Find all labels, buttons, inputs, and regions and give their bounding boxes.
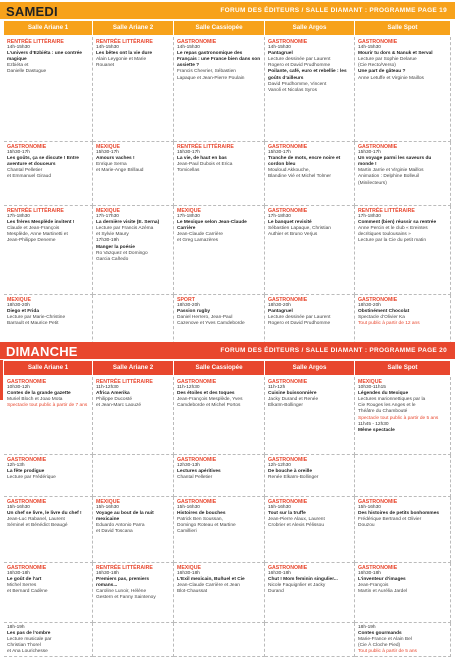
event-category: GASTRONOMIE [268,457,308,463]
event-speakers: Lecture par Sophie Delarue (Cie Recto/Verso) [358,57,417,69]
event-speakers-2: Anne Letuffe et Virginie Maillos [358,75,424,81]
event-speakers: Francis Chevrier, Sébastien Lapaque et Jean-Pierre Poulain [177,69,245,81]
event-time: 10h30-11h15 [358,385,386,391]
event-title-2: Une part de gâteau ? [358,69,406,75]
event-category: RENTRÉE LITTÉRAIRE [7,208,64,214]
event-cell [93,142,174,206]
event-category: GASTRONOMIE [358,565,398,571]
event-category: GASTRONOMIE [358,499,398,505]
event-note: Tout public à partir de 5 ans [358,649,417,655]
event-time: 12h30-13h [177,463,200,469]
event-title: Un voyage parmi les saveurs du monde ! [358,156,432,168]
event-category: GASTRONOMIE [268,39,308,45]
event-cell [355,563,451,623]
event-category: MEXIQUE [358,379,382,385]
event-title: Un chef se livre, le livre du chef ! [7,511,82,517]
event-title: Les goûts, ça se discute ! Entre aventure et douceurs [7,156,79,168]
event-speakers: Frédérique Bertrand et Olivier Douzou [358,517,422,529]
event-title-2: Même spectacle [358,427,395,433]
event-category: GASTRONOMIE [7,379,47,385]
event-title: La dernière visite (E. Serna) [96,220,160,226]
event-speakers: Jean-Pierre Alaux, Laurent Crobrier et Alexis Pélissou [268,517,325,529]
event-cell [4,563,93,623]
event-cell [4,37,93,142]
event-cell [265,455,355,497]
event-speakers: Lecture par Marie-Christine Barrault et Maurice Petit [7,315,66,327]
event-cell [265,563,355,623]
event-time: 14h-15h30 [358,45,381,51]
event-title: Histoires de bouches [177,511,226,517]
event-time: 11h-12h [268,385,286,391]
event-speakers: Chantal Pelletier [177,475,213,481]
column-header-1: Salle Ariane 1 [4,361,92,375]
event-speakers: Jean-Luc Rabanel, Laurent Séminel et Bénédict Beaugé [7,517,68,529]
event-time-2: 11h45 - 12h30 [358,421,389,427]
event-category: GASTRONOMIE [268,379,308,385]
event-speakers-2: David Prudhomme, Vincent Vanoli et Nicolas Syros [268,81,327,93]
event-cell [4,142,93,206]
event-time: 15h30-17h [7,150,30,156]
event-time: 15h-16h30 [7,505,30,511]
event-title: Des étoiles et des toques [177,391,235,397]
event-cell [265,37,355,142]
event-time: 15h30-17h [96,150,119,156]
event-cell [4,497,93,563]
event-category: GASTRONOMIE [7,565,47,571]
event-title: Légendes du Mexique [358,391,409,397]
event-category: GASTRONOMIE [268,208,308,214]
event-time: 15h30-17h [358,150,381,156]
event-time: 10h30-12h [7,385,30,391]
event-note: Spectacle tout public à partir de 5 ans [358,415,439,421]
event-speakers: Marie-France et Alain Bel (Cie À Cloche Pied) [358,637,412,649]
event-speakers: Anne Percin et le club « Ereintes decritiques toulousains » Lecture par la Cie du petit matin [358,226,428,244]
event-category: GASTRONOMIE [358,39,398,45]
event-time: 17h-18h30 [177,214,200,220]
event-speakers: Ezbiéta et Danielle Dastugue [7,63,47,75]
event-category: GASTRONOMIE [358,297,398,303]
event-speakers: Jean-Claude Carrière et Greg Lamazères [177,232,223,244]
event-note: Tout public à partir de 12 ans [358,321,420,327]
event-title: L’Exil mexicain, Buñuel et Cie [177,577,245,583]
event-category: RENTRÉE LITTÉRAIRE [7,39,64,45]
event-category: GASTRONOMIE [7,457,47,463]
event-speakers: Philippe Ducosté et Jean-Marc Laouzé [96,397,142,409]
event-time: 14h-15h30 [177,45,200,51]
event-cell [355,455,451,497]
event-speakers: Lectures marionnettiques par la Cie Rouges les Anges et le Théâtre du Chambouté [358,397,426,415]
event-category: GASTRONOMIE [7,499,47,505]
event-speakers: Jean-Paul Dubois et Erica Tomicellas [177,162,233,174]
event-category: MEXIQUE [177,565,201,571]
event-cell [4,206,93,295]
event-cell [355,37,451,142]
event-speakers: Jean-Claude Carrière et Jean Blot-Chaussat [177,583,240,595]
event-cell [265,623,355,657]
dimanche-day-title: DIMANCHE [6,344,78,359]
event-speakers: Claude et Jean-François Mesplède, Anne Martinetti et Jean-Philippe Deneme [7,226,68,244]
event-speakers: Renée Elkaïm-Bollinger [268,475,319,481]
event-time: 16h30-18h [177,571,200,577]
dimanche-schedule-grid [4,377,451,655]
event-title-2: Manger la poésie [96,244,135,250]
event-time: 15h-16h30 [96,505,119,511]
column-header-5: Salle Spot [355,21,450,35]
event-title: Premiers pas, premiers romans... [96,577,150,589]
event-title: Contes de la grande gazette [7,391,71,397]
event-title: Cuisine buissonnière [268,391,317,397]
event-speakers: Caroline Lunoir, Hélène Gestern et Fanny Saintenoy [96,589,156,601]
event-title: Comment (bien) réussir sa rentrée [358,220,437,226]
event-category: GASTRONOMIE [177,499,217,505]
event-cell [4,377,93,455]
event-category: MEXIQUE [96,499,120,505]
event-speakers: Muriel Bloch et Joao Mota [7,397,63,403]
event-cell [93,455,174,497]
event-cell [4,623,93,657]
event-title: Le Mexique selon Jean-Claude Carrière [177,220,247,232]
event-speakers: Lecture dessinée par Laurent Rogero et David Prudhomme [268,315,331,327]
event-title: La vie, de haut en bas [177,156,227,162]
side-red-marker [0,360,3,400]
event-category: RENTRÉE LITTÉRAIRE [96,565,153,571]
event-speakers: Patrick Ben Soussan, Domingo Roteau et Martine Camillieri [177,517,236,535]
event-title-2: Poilante, café, euro et rebellie : les goûts d’ailleurs [268,69,347,81]
event-category: RENTRÉE LITTÉRAIRE [358,208,415,214]
event-category: MEXIQUE [7,297,31,303]
event-time: 11h-12h30 [96,385,119,391]
event-time: 18h30-20h [7,303,30,309]
samedi-forum-banner: FORUM DES ÉDITEURS / SALLE DIAMANT : PROGRAMME PAGE 19 [220,7,447,14]
event-category: RENTRÉE LITTÉRAIRE [96,39,153,45]
event-time: 11h-12h30 [177,385,200,391]
event-cell [355,497,451,563]
event-title: Tranche de mots, encre noire et cordon bleu [268,156,341,168]
event-speakers: Alain Leygonie et Marie Rouanet [96,57,147,69]
event-title: Obstinément Chocolat [358,309,410,315]
event-speakers: Michel Serres et Bernard Cadène [7,583,48,595]
event-category: MEXIQUE [96,144,120,150]
event-time: 17h-18h30 [268,214,291,220]
event-category: GASTRONOMIE [177,39,217,45]
event-time: 18h30-20h [268,303,291,309]
event-cell [174,377,265,455]
event-time: 17h-17h30 [96,214,119,220]
event-cell [265,142,355,206]
event-time: 15h-16h30 [268,505,291,511]
event-speakers: Jean-François Martin et Aurélia Jardel [358,583,408,595]
event-time: 15h-16h30 [358,505,381,511]
event-speakers: Lecture dessinée par Laurent Rogero et David Prudhomme [268,57,331,69]
event-title: Pantagruel [268,309,293,315]
event-cell [93,563,174,623]
event-time-2: 17h30-19h [96,238,119,244]
event-title: Le banquet revisité [268,220,312,226]
event-time: 17h-18h30 [7,214,30,220]
event-category: GASTRONOMIE [268,499,308,505]
event-time: 14h-15h30 [96,45,119,51]
event-speakers: Daniel Herrero, Jean-Paul Cazenove et Yves Camdeborde [177,315,245,327]
event-title: Amours vaches ! [96,156,135,162]
event-speakers: Martin Jarrie et Virginie Maillos Animation : Delphine Bolleuil (Minilecteurs) [358,168,424,186]
event-title: Diego et Frida [7,309,39,315]
event-time: 17h-18h30 [358,214,381,220]
event-speakers: Jacky Durand et Renée Elkaïm-Bollinger [268,397,319,409]
event-cell [355,142,451,206]
event-time: 18h30-20h [177,303,200,309]
event-cell [93,377,174,455]
dimanche-forum-banner: FORUM DES ÉDITEURS / SALLE DIAMANT : PROGRAMME PAGE 20 [220,347,447,354]
event-cell [265,497,355,563]
event-title: Mourir tu dors & Nanuk et Serval [358,51,433,57]
event-title: Les bêtes ont la vie dure [96,51,152,57]
event-speakers: Sébastien Lapaque, Christian Authier et Bruno Verjus [268,226,331,238]
event-category: GASTRONOMIE [268,144,308,150]
event-speakers: Chantal Pelletier et Emmanuel Giraud [7,168,51,180]
event-cell [265,206,355,295]
event-cell [355,206,451,295]
event-time: 12h-12h30 [268,463,291,469]
event-time: 15h30-17h [268,150,291,156]
event-cell [93,623,174,657]
event-cell [355,377,451,455]
event-speakers: Mouloud Akkouche, Blandine Vié et Michel Tolmer [268,168,332,180]
event-title: De bouche à oreille [268,469,312,475]
event-title: Le goût de l’art [7,577,42,583]
event-category: GASTRONOMIE [177,457,217,463]
event-speakers: Enrique Serna et Marie-Ange Brillaud [96,162,144,174]
event-time: 18h-19h [358,625,376,630]
event-cell [265,377,355,455]
event-time: 14h-15h30 [7,45,30,51]
column-header-3: Salle Cassiopée [174,361,264,375]
event-time: 18h-19h [7,625,25,630]
event-category: MEXIQUE [96,208,120,214]
event-cell [174,497,265,563]
event-category: GASTRONOMIE [7,144,47,150]
event-speakers: Spectacle d’Olivier Ka [358,315,405,321]
event-category: GASTRONOMIE [268,297,308,303]
event-time: 16h30-18h [358,571,381,577]
event-time: 15h-16h30 [177,505,200,511]
event-title: Tout sur la truffe [268,511,306,517]
event-speakers: Lecture par Frédérique [7,475,56,481]
column-header-2: Salle Ariane 2 [93,21,173,35]
event-speakers: Lecture par Francis Azéma et Sylvie Maury [96,226,154,238]
event-cell [93,206,174,295]
event-title: Chut ! Mom feminin singulier... [268,577,338,583]
event-category: SPORT [177,297,195,303]
event-cell [174,455,265,497]
event-title: Les pas de l’ombre [7,631,51,637]
column-header-2: Salle Ariane 2 [93,361,173,375]
event-category: GASTRONOMIE [268,565,308,571]
event-cell [93,497,174,563]
event-speakers: Nicole Faquignlier et Jacky Durand [268,583,326,595]
event-category: GASTRONOMIE [177,379,217,385]
event-cell [174,206,265,295]
event-title: Lectures apéritives [177,469,221,475]
event-title: La fête prodigue [7,469,45,475]
event-time: 18h30-20h [358,303,381,309]
event-cell [174,37,265,142]
event-cell [174,563,265,623]
event-title: Contes gourmands [358,631,402,637]
event-category: MEXIQUE [177,208,201,214]
samedi-day-title: SAMEDI [6,4,58,19]
event-category: RENTRÉE LITTÉRAIRE [177,144,234,150]
event-title: Les frères Mesplède invitent ! [7,220,75,226]
column-header-3: Salle Cassiopée [174,21,264,35]
event-title: Pantagruel [268,51,293,57]
event-title: Passion rugby [177,309,211,315]
event-category: GASTRONOMIE [358,144,398,150]
event-note: Spectacle tout public à partir de 7 ans [7,403,88,409]
event-time: 12h-13h [7,463,25,469]
event-time: 14h-15h30 [268,45,291,51]
event-title: Voyage au bout de la nuit mexicaine [96,511,154,523]
event-cell [355,623,451,657]
column-header-5: Salle Spot [355,361,450,375]
event-title: L’univers d’Ezbiéta : une contrée magique [7,51,82,63]
event-category: RENTRÉE LITTÉRAIRE [96,379,153,385]
event-speakers: Lecture musicale par Christian Thorel et Ana Lourichesse [7,637,52,655]
event-time: 16h30-18h [7,571,30,577]
event-time: 16h30-18h [268,571,291,577]
event-title: Africa Amerika [96,391,130,397]
event-time: 16h30-18h [96,571,119,577]
event-time: 15h30-17h [177,150,200,156]
event-title: Des histoires de petits bonhommes [358,511,440,517]
event-cell [4,455,93,497]
event-title: L’inventeur d’images [358,577,406,583]
event-title: Le repas gastronomique des Français : une France bien dans son assiette ? [177,51,261,69]
event-speakers: Jean-François Mesplède, Yves Camdeborde et Michel Portos [177,397,243,409]
column-header-1: Salle Ariane 1 [4,21,92,35]
event-speakers: Eduardo Antonio Parra et David Toscana [96,523,145,535]
column-header-4: Salle Argos [265,21,354,35]
column-header-4: Salle Argos [265,361,354,375]
samedi-schedule-grid [4,37,451,337]
event-cell [174,142,265,206]
event-cell [174,623,265,657]
event-cell [93,37,174,142]
event-speakers-2: Ro Vazquez et Domingo Garcia Cañedo [96,250,148,262]
